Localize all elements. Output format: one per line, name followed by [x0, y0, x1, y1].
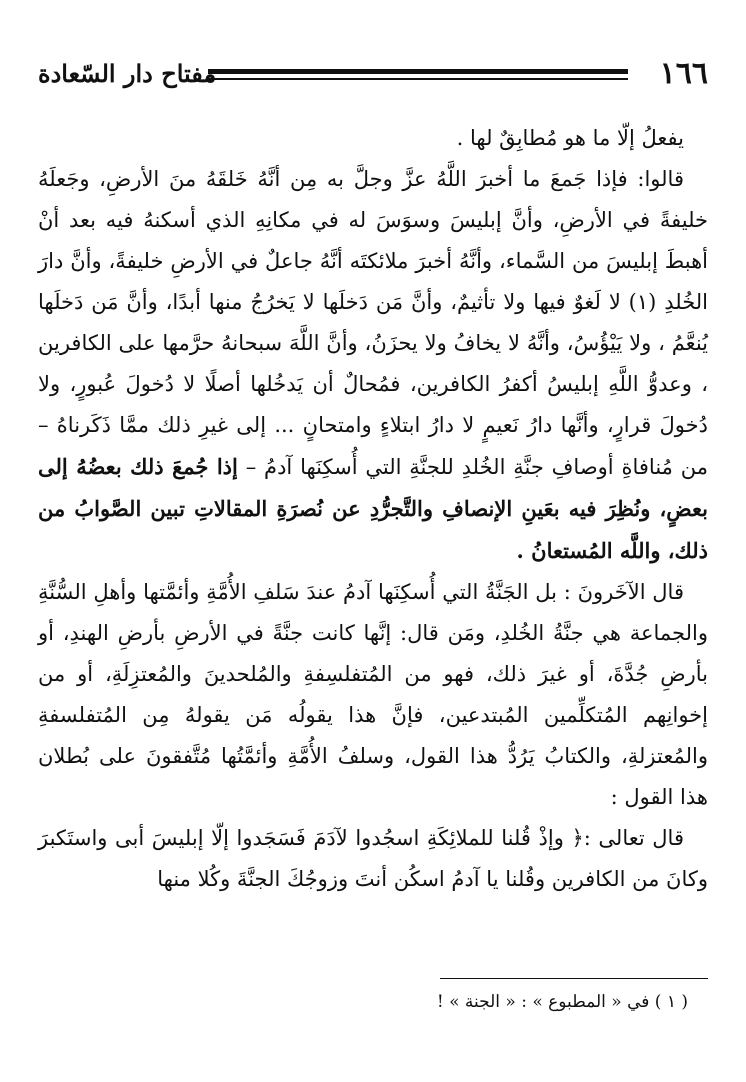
main-text: [38, 118, 708, 900]
paragraph-3: قال الآخَرونَ : بل الجَنَّةُ التي أُسكِنَها آدمُ عندَ سَلفِ الأُمَّةِ وأئمَّتها وأهلِ السُّنَّةِ والجماعة هي جنَّةُ الخُلدِ، ومَن قال: إنَّها كانت جنَّةً في الأرضِ بأرضِ الهندِ، أو بأرضِ جُدَّةَ، أو غيرَ ذلك، فهو من المُتفلسِفةِ والمُلحدينَ والمُعتزِلَةِ، أو من إخوانِهم المُتكلِّمين المُبتدعين، فإنَّ هذا يقولُه مَن يقولهُ مِن المُتفلسفةِ والمُعتزلةِ، والكتابُ يَرُدُّ هذا القول، وسلفُ الأُمَّةِ وأئمَّتُها مُتَّفقونَ على بُطلان هذا القول :: [38, 580, 709, 809]
paragraph-2-text: قالوا: فإذا جَمعَ ما أخبرَ اللَّهُ عزَّ وجلَّ به مِن أنَّهُ خَلقَهُ منَ الأرضِ، وجَعلَهُ خليفةً في الأرضِ، وأنَّ إبليسَ وسوَسَ له في مكانِهِ الذي أسكنهُ فيه بعد أنْ أهبطَ إبليسَ من السَّماء، وأنَّهُ أخبرَ ملائكتَه أنَّهُ جاعلٌ في الأرضِ خليفةً، وأنَّ دارَ الخُلدِ (١) لا لَغوٌ فيها ولا تأثيمٌ، وأنَّ مَن دَخلَها لا يَخرُجُ منها أبدًا، وأنَّ مَن دَخلَها يُنعَّمُ ، ولا يَيْؤُسُ، وأنَّهُ لا يخافُ ولا يحزَنُ، وأنَّ اللَّهَ سبحانهُ حرَّمها على الكافرين ، وعدوُّ اللَّهِ إبليسُ أكفرُ الكافرين، فمُحالٌ أن يَدخُلها أصلًا لا دُخولَ عُبورٍ، ولا دُخولَ قرارٍ، وأنَّها دارُ نَعيمٍ لا دارُ ابتلاءٍ وامتحانٍ ... إلى غيرِ ذلك ممَّا ذَكَرناهُ – من مُنافاةِ أوصافِ جنَّةِ الخُلدِ للجنَّةِ التي أُسكِنَها آدمُ –: [38, 167, 708, 479]
paragraph-4-quran-quote: قال تعالى :﴿ وإذْ قُلنا للملائِكَةِ اسجُدوا لآدَمَ فَسَجَدوا إلّا إبليسَ أبى واستَكبرَ وكانَ من الكافرين وقُلنا يا آدمُ اسكُن أنتَ وزوجُكَ الجنَّةَ وكُلا منها: [38, 826, 708, 891]
footnote-separator: [440, 978, 708, 979]
paragraph-1: يفعلُ إلّا ما هو مُطابِقٌ لها .: [456, 126, 684, 150]
header-rule-thin: [208, 78, 628, 80]
page-header: [38, 54, 708, 94]
paragraph-2-bold-conclusion: إذا جُمعَ ذلك بعضُهُ إلى بعضٍ، ونُظِرَ فيه بعَينِ الإنصافِ والتَّجرُّدِ عن نُصرَةِ المقالاتِ تبين الصَّوابُ من ذلك، واللَّه المُستعانُ .: [38, 454, 708, 563]
paragraph-2: [38, 159, 708, 572]
header-rule-thick: [208, 69, 628, 74]
footnote-1: ( ١ ) في « المطبوع » : « الجنة » !: [436, 992, 688, 1012]
page-number: ١٦٦: [659, 56, 708, 91]
running-title: مفتاح دار السّعادة: [38, 59, 217, 88]
